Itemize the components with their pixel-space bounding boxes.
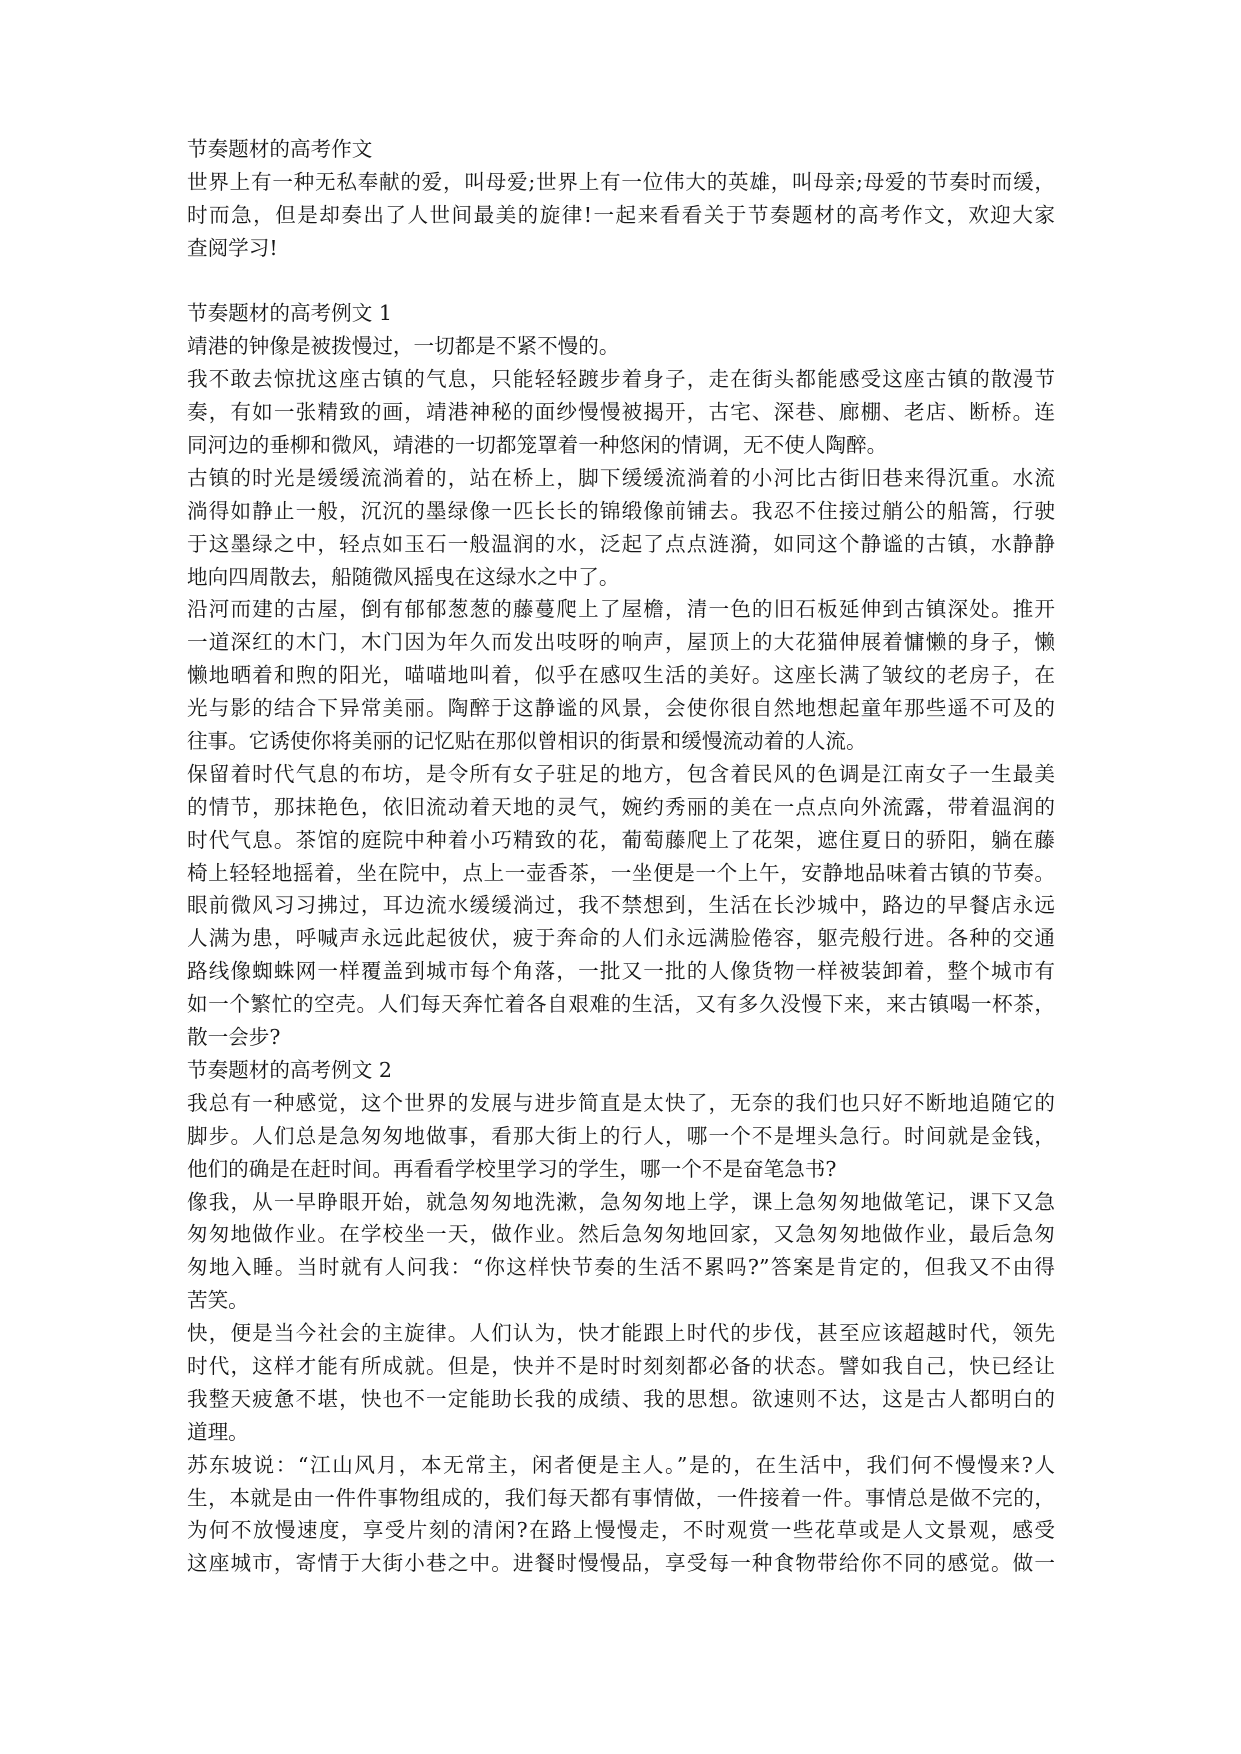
- text-line: 一道深红的木门，木门因为年久而发出吱呀的响声，屋顶上的大花猫伸展着慵懒的身子，懒: [187, 630, 1055, 655]
- paragraph: [187, 1186, 1055, 1318]
- text-line: 我不敢去惊扰这座古镇的气息，只能轻轻踱步着身子，走在街头都能感受这座古镇的散漫节: [187, 367, 1055, 392]
- essay-heading: 节奏题材的高考例文 2: [187, 1057, 392, 1082]
- paragraph: [187, 363, 1055, 462]
- paragraph: [187, 593, 1055, 757]
- text-line: 快，便是当今社会的主旋律。人们认为，快才能跟上时代的步伐，甚至应该超越时代，领先: [187, 1321, 1055, 1346]
- text-line: 古镇的时光是缓缓流淌着的，站在桥上，脚下缓缓流淌着的小河比古街旧巷来得沉重。水流: [187, 465, 1055, 490]
- text-line: 世界上有一种无私奉献的爱，叫母爱;世界上有一位伟大的英雄，叫母亲;母爱的节奏时而缓，: [187, 169, 1055, 194]
- text-line: 沿河而建的古屋，倒有郁郁葱葱的藤蔓爬上了屋檐，清一色的旧石板延伸到古镇深处。推开: [187, 597, 1055, 622]
- text-line: 苦笑。: [187, 1288, 249, 1313]
- text-line: 往事。它诱使你将美丽的记忆贴在那似曾相识的街景和缓慢流动着的人流。: [187, 729, 867, 754]
- document-title: 节奏题材的高考作文: [187, 137, 373, 161]
- text-line: 路线像蜘蛛网一样覆盖到城市每个角落，一批又一批的人像货物一样被装卸着，整个城市有: [187, 959, 1055, 984]
- paragraph: [187, 1317, 1055, 1449]
- text-line: 生，本就是由一件件事物组成的，我们每天都有事情做，一件接着一件。事情总是做不完的，: [187, 1485, 1055, 1510]
- text-line: 奏，有如一张精致的画，靖港神秘的面纱慢慢被揭开，古宅、深巷、廊棚、老店、断桥。连: [187, 400, 1055, 425]
- paragraph: [187, 462, 1055, 594]
- text-line: 查阅学习!: [187, 235, 278, 260]
- text-line: 光与影的结合下异常美丽。陶醉于这静谧的风景，会使你很自然地想起童年那些遥不可及的: [187, 696, 1055, 721]
- text-line: 时代，这样才能有所成就。但是，快并不是时时刻刻都必备的状态。譬如我自己，快已经让: [187, 1353, 1055, 1378]
- text-line: 道理。: [187, 1419, 249, 1444]
- essay-heading: 节奏题材的高考例文 1: [187, 301, 392, 326]
- text-line: 像我，从一早睁眼开始，就急匆匆地洗漱，急匆匆地上学，课上急匆匆地做笔记，课下又急: [187, 1189, 1055, 1214]
- text-line: 匆地入睡。当时就有人问我：“你这样快节奏的生活不累吗?”答案是肯定的，但我又不由得: [187, 1255, 1055, 1280]
- text-line: 匆匆地做作业。在学校坐一天，做作业。然后急匆匆地回家，又急匆匆地做作业，最后急匆: [187, 1222, 1055, 1247]
- text-line: 我整天疲惫不堪，快也不一定能助长我的成绩、我的思想。欲速则不达，这是古人都明白的: [187, 1386, 1055, 1411]
- text-line: 的情节，那抹艳色，依旧流动着天地的灵气，婉约秀丽的美在一点点向外流露，带着温润的: [187, 794, 1055, 819]
- text-line: 散一会步?: [187, 1025, 281, 1050]
- text-line: 为何不放慢速度，享受片刻的清闲?在路上慢慢走，不时观赏一些花草或是人文景观，感受: [187, 1518, 1055, 1543]
- text-line: 同河边的垂柳和微风，靖港的一切都笼罩着一种悠闲的情调，无不使人陶醉。: [187, 433, 888, 458]
- text-line: 我总有一种感觉，这个世界的发展与进步简直是太快了，无奈的我们也只好不断地追随它的: [187, 1090, 1055, 1115]
- text-line: 靖港的钟像是被拨慢过，一切都是不紧不慢的。: [187, 334, 620, 359]
- paragraph: [187, 889, 1055, 1053]
- text-line: 眼前微风习习拂过，耳边流水缓缓淌过，我不禁想到，生活在长沙城中，路边的早餐店永远: [187, 893, 1055, 918]
- paragraph: [187, 330, 1055, 363]
- intro-paragraph: [187, 166, 1055, 265]
- text-line: 保留着时代气息的布坊，是令所有女子驻足的地方，包含着民风的色调是江南女子一生最美: [187, 761, 1055, 786]
- text-line: 人满为患，呼喊声永远此起彼伏，疲于奔命的人们永远满脸倦容，躯壳般行进。各种的交通: [187, 926, 1055, 951]
- text-line: 如一个繁忙的空壳。人们每天奔忙着各自艰难的生活，又有多久没慢下来，来古镇喝一杯茶，: [187, 992, 1055, 1017]
- text-line: 椅上轻轻地摇着，坐在院中，点上一壶香茶，一坐便是一个上午，安静地品味着古镇的节奏。: [187, 860, 1055, 885]
- text-line: 时而急，但是却奏出了人世间最美的旋律!一起来看看关于节奏题材的高考作文，欢迎大家: [187, 202, 1055, 227]
- essay-1: [187, 297, 1055, 1053]
- text-line: 苏东坡说：“江山风月，本无常主，闲者便是主人。”是的，在生活中，我们何不慢慢来?人: [187, 1452, 1055, 1477]
- text-line: 他们的确是在赶时间。再看看学校里学习的学生，哪一个不是奋笔急书?: [187, 1156, 837, 1181]
- text-line: 脚步。人们总是急匆匆地做事，看那大街上的行人，哪一个不是埋头急行。时间就是金钱，: [187, 1123, 1055, 1148]
- document-page: [187, 133, 1055, 1580]
- text-line: 时代气息。茶馆的庭院中种着小巧精致的花，葡萄藤爬上了花架，遮住夏日的骄阳，躺在藤: [187, 827, 1055, 852]
- essays: [187, 297, 1055, 1580]
- paragraph: [187, 758, 1055, 890]
- paragraph: [187, 1449, 1055, 1581]
- text-line: 地向四周散去，船随微风摇曳在这绿水之中了。: [187, 564, 620, 589]
- essay-2: [187, 1054, 1055, 1580]
- text-line: 这座城市，寄情于大街小巷之中。进餐时慢慢品，享受每一种食物带给你不同的感觉。做一: [187, 1551, 1055, 1576]
- text-line: 淌得如静止一般，沉沉的墨绿像一匹长长的锦缎像前铺去。我忍不住接过艄公的船篙，行驶: [187, 498, 1055, 523]
- text-line: 懒地晒着和煦的阳光，喵喵地叫着，似乎在感叹生活的美好。这座长满了皱纹的老房子，在: [187, 663, 1055, 688]
- paragraph: [187, 1087, 1055, 1186]
- text-line: 于这墨绿之中，轻点如玉石一般温润的水，泛起了点点涟漪，如同这个静谧的古镇，水静静: [187, 531, 1055, 556]
